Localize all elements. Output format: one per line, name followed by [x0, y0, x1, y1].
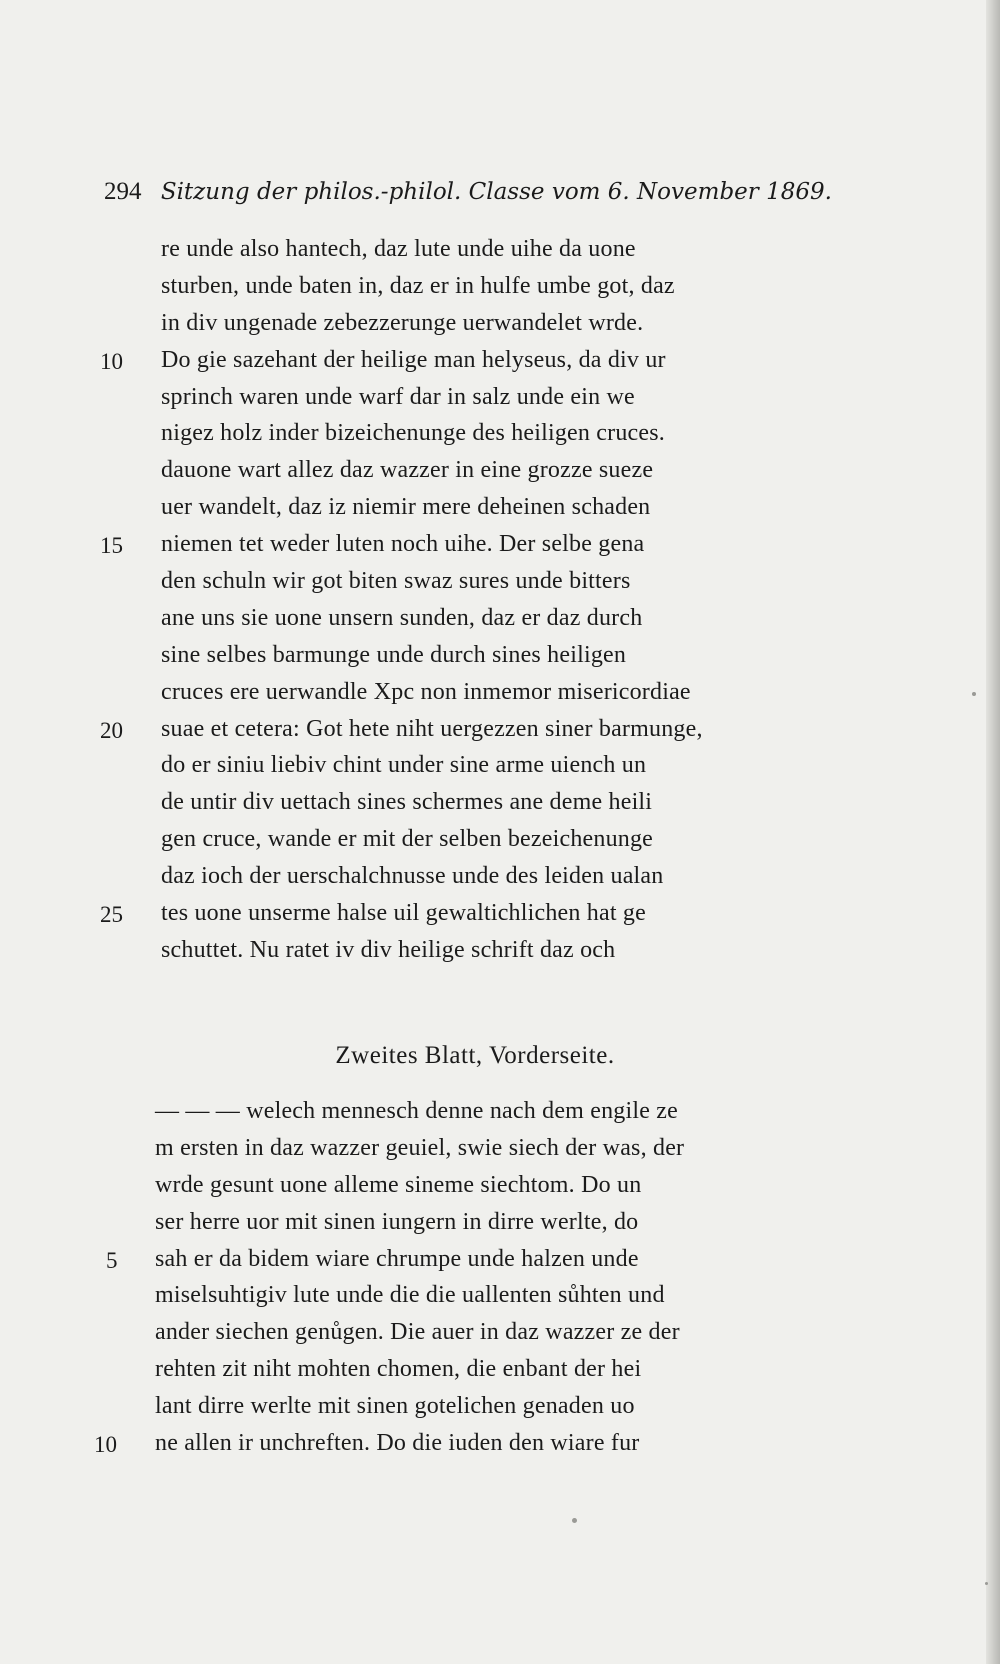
- line-text: ander siechen genůgen. Die auer in daz wazzer ze der: [155, 1319, 680, 1346]
- text-line: [0, 492, 1000, 529]
- text-line: [0, 787, 1000, 824]
- line-text: ane uns sie uone unsern sunden, daz er daz durch: [161, 604, 643, 631]
- line-text: gen cruce, wande er mit der selben bezeichenunge: [161, 826, 654, 853]
- text-line: [0, 677, 1000, 714]
- text-line: [0, 1133, 1000, 1170]
- text-line: [0, 1170, 1000, 1207]
- text-line: [0, 640, 1000, 677]
- line-text: tes uone unserme halse uil gewaltichlichen hat ge: [161, 900, 646, 927]
- text-block-second-leaf: [0, 1096, 1000, 1465]
- text-line: [0, 935, 1000, 972]
- line-text: m ersten in daz wazzer geuiel, swie siech der was, der: [155, 1134, 685, 1161]
- line-text: uer wandelt, daz iz niemir mere deheinen schaden: [161, 494, 651, 521]
- line-text: den schuln wir got biten swaz sures unde bitters: [161, 568, 631, 595]
- text-line: [0, 1244, 1000, 1281]
- line-number: 15: [100, 533, 123, 559]
- text-line: [0, 566, 1000, 603]
- line-text: lant dirre werlte mit sinen gotelichen genaden uo: [155, 1393, 635, 1420]
- text-line: [0, 1428, 1000, 1465]
- line-number: 25: [100, 902, 123, 928]
- line-text: ne allen ir unchreften. Do die iuden den wiare fur: [155, 1430, 640, 1457]
- text-line: [0, 1207, 1000, 1244]
- line-number: 20: [100, 717, 123, 743]
- scan-speck: [572, 1518, 577, 1523]
- page-header: [104, 178, 832, 206]
- line-text: nigez holz inder bizeichenunge des heiligen cruces.: [161, 420, 665, 447]
- line-text: cruces ere uerwandle Xpc non inmemor misericordiae: [161, 678, 691, 705]
- line-text: daz ioch der uerschalchnusse unde des leiden ualan: [161, 863, 664, 890]
- text-line: [0, 714, 1000, 751]
- line-text: schuttet. Nu ratet iv div heilige schrift daz och: [161, 936, 616, 963]
- scan-speck: [985, 1582, 988, 1585]
- text-line: [0, 529, 1000, 566]
- text-line: [0, 861, 1000, 898]
- line-text: in div ungenade zebezzerunge uerwandelet wrde.: [161, 309, 644, 336]
- text-line: [0, 382, 1000, 419]
- text-line: [0, 455, 1000, 492]
- line-text: wrde gesunt uone alleme sineme siechtom. Do un: [155, 1171, 642, 1198]
- text-line: [0, 1317, 1000, 1354]
- text-line: [0, 234, 1000, 271]
- section-title: Zweites Blatt, Vorderseite.: [335, 1042, 615, 1069]
- text-line: [0, 418, 1000, 455]
- text-line: [0, 271, 1000, 308]
- line-text: rehten zit niht mohten chomen, die enbant der hei: [155, 1356, 642, 1383]
- text-line: [0, 824, 1000, 861]
- text-line: [0, 308, 1000, 345]
- line-number: 10: [100, 348, 123, 374]
- text-line: [0, 1354, 1000, 1391]
- line-text: sah er da bidem wiare chrumpe unde halzen unde: [155, 1245, 639, 1272]
- text-line: [0, 345, 1000, 382]
- line-text: miselsuhtigiv lute unde die die uallenten sůhten und: [155, 1282, 665, 1309]
- text-line: [0, 750, 1000, 787]
- text-line: [0, 1096, 1000, 1133]
- page-number: 294: [104, 178, 142, 205]
- line-text: suae et cetera: Got hete niht uergezzen siner barmunge,: [161, 715, 703, 742]
- line-number: 5: [106, 1247, 118, 1273]
- line-text: de untir div uettach sines schermes ane deme heili: [161, 789, 653, 816]
- line-text: Do gie sazehant der heilige man helyseus, da div ur: [161, 346, 666, 373]
- text-line: [0, 1280, 1000, 1317]
- line-number: 10: [94, 1432, 117, 1458]
- text-line: [0, 603, 1000, 640]
- line-text: sprinch waren unde warf dar in salz unde ein we: [161, 383, 635, 410]
- line-text: dauone wart allez daz wazzer in eine grozze sueze: [161, 457, 654, 484]
- line-text: — — — welech mennesch denne nach dem engile ze: [155, 1098, 678, 1124]
- text-line: [0, 898, 1000, 935]
- text-block-first-leaf: [0, 234, 1000, 972]
- line-text: do er siniu liebiv chint under sine arme uiench un: [161, 752, 647, 779]
- line-text: sine selbes barmunge unde durch sines heiligen: [161, 641, 627, 668]
- line-text: niemen tet weder luten noch uihe. Der selbe gena: [161, 531, 645, 558]
- line-text: sturben, unde baten in, daz er in hulfe umbe got, daz: [161, 272, 675, 299]
- line-text: re unde also hantech, daz lute unde uihe da uone: [161, 236, 636, 262]
- running-title: Sitzung der philos.-philol. Classe vom 6. November 1869.: [160, 179, 832, 205]
- line-text: ser herre uor mit sinen iungern in dirre werlte, do: [155, 1208, 639, 1235]
- scan-speck: [972, 692, 976, 696]
- text-line: [0, 1391, 1000, 1428]
